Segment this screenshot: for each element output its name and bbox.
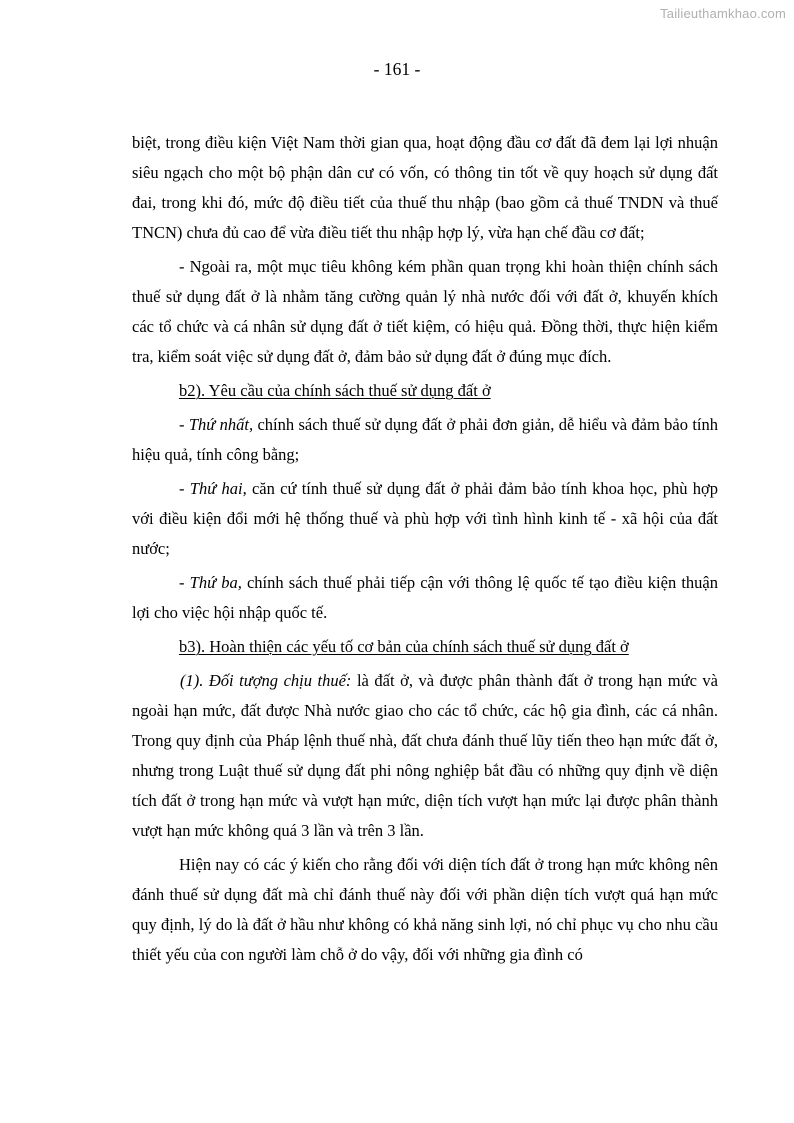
text-first: chính sách thuế sử dụng đất ở phải đơn giản, dễ hiểu và đảm bảo tính hiệu quả, tính công bằng;: [132, 415, 718, 464]
paragraph-taxable-object: [132, 666, 718, 846]
paragraph-2: - Ngoài ra, một mục tiêu không kém phần quan trọng khi hoàn thiện chính sách thuế sử dụng đất ở là nhằm tăng cường quản lý nhà nước đối với đất ở, khuyến khích các tổ chức và cá nhân sử dụng đất ở tiết kiệm, có hiệu quả. Đồng thời, thực hiện kiểm tra, kiểm soát việc sử dụng đất ở, đảm bảo sử dụng đất ở đúng mục đích.: [132, 257, 718, 366]
dash-prefix: -: [179, 479, 190, 498]
heading-b3: b3). Hoàn thiện các yếu tố cơ bản của chính sách thuế sử dụng đất ở: [179, 637, 629, 656]
text-third: chính sách thuế phải tiếp cận với thông lệ quốc tế tạo điều kiện thuận lợi cho việc hội nhập quốc tế.: [132, 573, 719, 622]
dash-prefix: -: [179, 415, 189, 434]
paragraph-third-requirement: [132, 568, 718, 628]
text-taxable-object: là đất ở, và được phân thành đất ở trong hạn mức và ngoài hạn mức, đất được Nhà nước giao cho các tổ chức, các hộ gia đình, các cá nhân. Trong quy định của Pháp lệnh thuế nhà, đất chưa đánh thuế lũy tiến theo hạn mức đất ở, nhưng trong Luật thuế sử dụng đất phi nông nghiệp bắt đầu có những quy định về diện tích đất ở trong hạn mức và vượt hạn mức, diện tích vượt hạn mức lại được phân thành vượt hạn mức không quá 3 lần và trên 3 lần.: [132, 671, 718, 840]
heading-b2: b2). Yêu cầu của chính sách thuế sử dụng đất ở: [179, 381, 491, 400]
paragraph-7: Hiện nay có các ý kiến cho rằng đối với diện tích đất ở trong hạn mức không nên đánh thuế sử dụng đất mà chỉ đánh thuế này đối với phần diện tích vượt quá hạn mức quy định, lý do là đất ở hầu như không có khả năng sinh lợi, nó chỉ phục vụ cho nhu cầu thiết yếu của con người làm chỗ ở do vậy, đối với những gia đình có: [132, 855, 718, 964]
paragraph-first-requirement: [132, 410, 718, 470]
lead-taxable-object: (1). Đối tượng chịu thuế:: [180, 671, 352, 690]
lead-first: Thứ nhất,: [188, 415, 254, 434]
lead-second: Thứ hai,: [189, 479, 247, 498]
paragraph-second-requirement: [132, 474, 718, 564]
text-second: căn cứ tính thuế sử dụng đất ở phải đảm bảo tính khoa học, phù hợp với điều kiện đổi mới hệ thống thuế và phù hợp với tình hình kinh tế - xã hội của đất nước;: [132, 479, 718, 558]
watermark-text: Tailieuthamkhao.com: [660, 6, 786, 21]
page-number: - 161 -: [373, 59, 421, 79]
lead-third: Thứ ba,: [189, 573, 242, 592]
document-body: [132, 128, 718, 974]
paragraph-1: biệt, trong điều kiện Việt Nam thời gian qua, hoạt động đầu cơ đất đã đem lại lợi nhuận siêu ngạch cho một bộ phận dân cư có vốn, có thông tin tốt về quy hoạch sử dụng đất đai, trong khi đó, mức độ điều tiết của thuế thu nhập (bao gồm cả thuế TNDN và thuế TNCN) chưa đủ cao để vừa điều tiết thu nhập hợp lý, vừa hạn chế đầu cơ đất;: [132, 133, 718, 242]
dash-prefix: -: [179, 573, 190, 592]
